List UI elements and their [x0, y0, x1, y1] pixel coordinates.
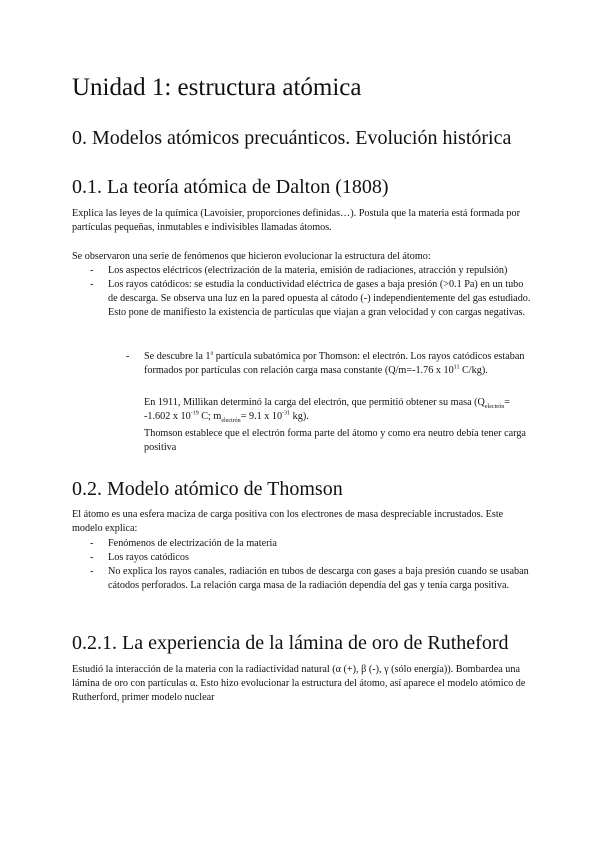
charge-exponent: -19	[190, 410, 199, 417]
list-item: - Los aspectos eléctricos (electrización de la materia, emisión de radiaciones, atracción y repulsión)	[72, 264, 532, 278]
list-item: - Fenómenos de electrización de la materia	[72, 537, 532, 551]
section-0-1-heading: 0.1. La teoría atómica de Dalton (1808)	[72, 176, 389, 198]
millikan-text-b: = -1.602 x 10	[144, 397, 510, 422]
exponent-superscript: 11	[453, 364, 460, 371]
list-item: - Los rayos catódicos: se estudia la conductividad eléctrica de gases a baja presión (>0.1 Pa) en un tubo de descarga. Se observa una luz en la pared opuesta al cátodo (-) independientemente del gas estudiado. Esto pone de manifiesto la existencia de partículas que viajan a gran velocidad y con cargas negativas.	[72, 278, 532, 320]
list-item	[72, 350, 532, 378]
millikan-text-a: En 1911, Millikan determinó la carga del electrón, que permitió obtener su masa (Q	[144, 397, 485, 408]
phenomena-lead-paragraph: Se observaron una serie de fenómenos que hicieron evolucionar la estructura del átomo:	[72, 251, 431, 262]
ordinal-superscript: a	[210, 350, 214, 357]
mass-exponent: -31	[282, 410, 291, 417]
rutherford-paragraph: Estudió la interacción de la materia con la radiactividad natural (α (+), β (-), γ (sólo energía)). Bombardea una lámina de oro con partículas α. Esto hizo evolucionar la estructura del átomo, así aparece el modelo atómico de Rutherford, primer modelo nuclear	[72, 664, 526, 703]
thomson-model-intro: El átomo es una esfera maciza de carga positiva con los electrones de masa despreciable incrustados. Este modelo explica:	[72, 509, 504, 534]
section-0-heading: 0. Modelos atómicos precuánticos. Evolución histórica	[72, 127, 512, 149]
thomson-model-list	[72, 537, 532, 593]
thomson-text-a: Se descubre la 1	[144, 351, 211, 362]
thomson-note-paragraph: Thomson establece que el electrón forma parte del átomo y como era neutro debía tener carga positiva	[144, 428, 526, 453]
electron-subscript: electrón	[484, 404, 505, 411]
phenomena-list	[72, 264, 532, 320]
thomson-text-b: partícula subatómica por Thomson: el electrón. Los rayos catódicos estaban formados por partículas con relación carga masa constante (Q/m=-1.76 x 10	[144, 351, 525, 376]
millikan-text-c: C; m	[198, 411, 222, 422]
millikan-paragraph	[144, 396, 532, 424]
list-item: - No explica los rayos canales, radiación en tubos de descarga con gases a baja presión cuando se usaban cátodos perforados. La relación carga masa de la radiación dependía del gas y tenía carga positiva.	[72, 565, 532, 593]
thomson-text-c: C/kg).	[459, 365, 488, 376]
electron-subscript: electrón	[221, 418, 241, 425]
section-0-2-heading: 0.2. Modelo atómico de Thomson	[72, 478, 343, 500]
thomson-sublist	[72, 350, 532, 378]
list-item: - Los rayos catódicos	[72, 551, 532, 565]
dalton-intro-paragraph: Explica las leyes de la química (Lavoisier, proporciones definidas…). Postula que la materia está formada por partículas pequeñas, inmutables e indivisibles llamadas átomos.	[72, 208, 520, 233]
document-title: Unidad 1: estructura atómica	[72, 74, 362, 101]
millikan-text-d: = 9.1 x 10	[240, 411, 283, 422]
millikan-text-e: kg).	[290, 411, 309, 422]
section-0-2-1-heading: 0.2.1. La experiencia de la lámina de oro de Rutheford	[72, 632, 509, 654]
